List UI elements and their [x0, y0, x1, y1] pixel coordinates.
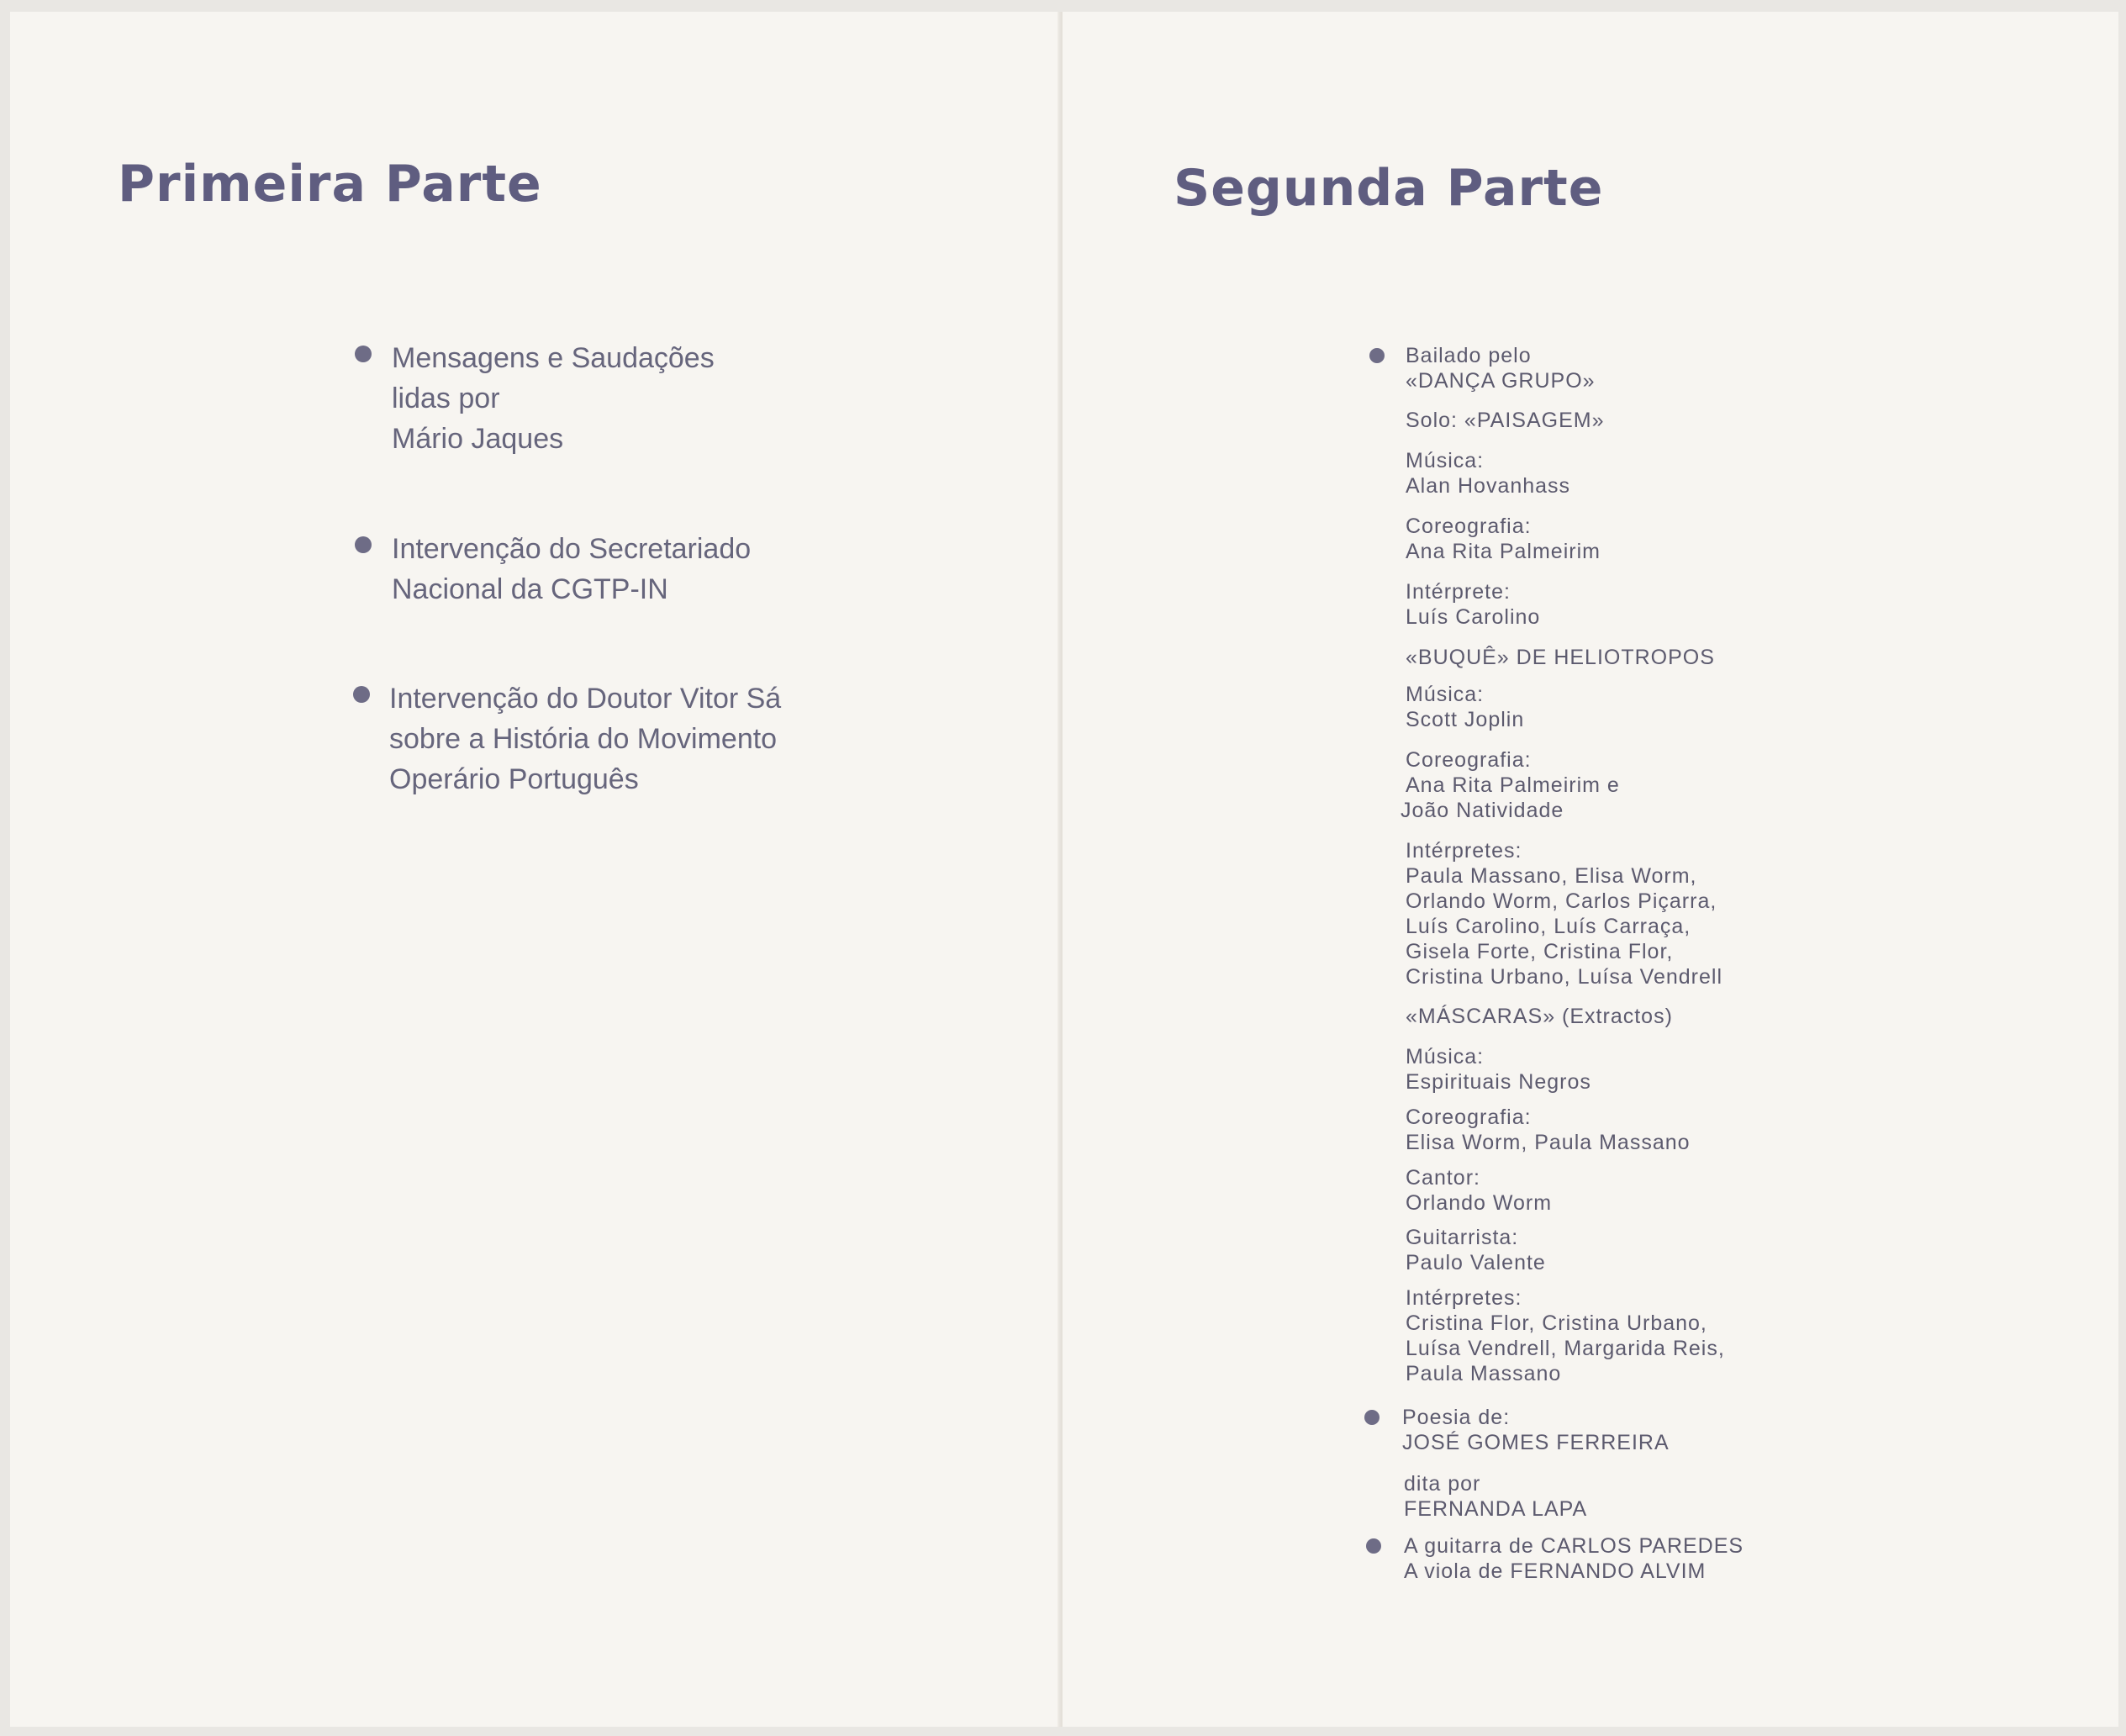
- block-line: Cantor:: [1406, 1166, 1480, 1190]
- bullet-icon: [1369, 348, 1385, 363]
- item-line: Operário Português: [389, 763, 639, 795]
- credit-block: [1406, 1105, 1691, 1155]
- bullet-icon: [355, 536, 372, 553]
- item-line: Intervenção do Secretariado: [392, 533, 752, 565]
- credit-block: [1406, 448, 1570, 499]
- block-line: Coreografia:: [1406, 514, 1532, 538]
- block-line: Guitarrista:: [1406, 1226, 1519, 1249]
- program-item-messages: [392, 338, 715, 459]
- block-line: Solo: «PAISAGEM»: [1406, 409, 1605, 432]
- right-page-title: Segunda Parte: [1174, 159, 1604, 218]
- item-line: Mensagens e Saudações: [392, 342, 715, 374]
- block-line: Orlando Worm, Carlos Piçarra,: [1406, 889, 1717, 913]
- block-line: Bailado pelo: [1406, 344, 1532, 367]
- block-line: Elisa Worm, Paula Massano: [1406, 1131, 1691, 1154]
- block-line: Espirituais Negros: [1406, 1070, 1591, 1094]
- program-item-vitor-sa: [389, 678, 781, 799]
- credit-block: [1406, 1225, 1546, 1275]
- block-line: Ana Rita Palmeirim: [1406, 540, 1601, 563]
- left-page-title: Primeira Parte: [118, 155, 542, 214]
- block-line: Luísa Vendrell, Margarida Reis,: [1406, 1337, 1725, 1360]
- credit-block: [1406, 682, 1524, 732]
- block-line: João Natividade: [1401, 799, 1564, 822]
- item-line: Nacional da CGTP-IN: [392, 573, 668, 605]
- block-line: Intérpretes:: [1406, 1286, 1522, 1310]
- piece-title: [1406, 1004, 1673, 1029]
- credit-block: [1406, 1165, 1552, 1216]
- poetry-block: [1402, 1405, 1670, 1455]
- bullet-icon: [1366, 1538, 1381, 1554]
- block-line: A viola de FERNANDO ALVIM: [1404, 1559, 1707, 1583]
- item-line: lidas por: [392, 383, 500, 414]
- block-line: Ana Rita Palmeirim e: [1406, 773, 1620, 797]
- credit-block: [1406, 514, 1601, 564]
- ballet-header: [1406, 343, 1596, 393]
- block-line: Orlando Worm: [1406, 1191, 1553, 1215]
- piece-title: [1406, 645, 1715, 670]
- block-line: Música:: [1406, 1045, 1485, 1069]
- block-line: Música:: [1406, 449, 1485, 472]
- block-line: A guitarra de CARLOS PAREDES: [1404, 1534, 1744, 1558]
- performers-block: [1406, 838, 1722, 989]
- block-line: Paula Massano: [1406, 1362, 1562, 1385]
- block-line: Luís Carolino: [1406, 605, 1541, 629]
- reader-block: [1404, 1471, 1587, 1522]
- block-line: Cristina Urbano, Luísa Vendrell: [1406, 965, 1723, 989]
- bullet-icon: [353, 686, 370, 703]
- item-line: Mário Jaques: [392, 423, 564, 455]
- block-line: Alan Hovanhass: [1406, 474, 1571, 498]
- block-line: Luís Carolino, Luís Carraça,: [1406, 915, 1691, 938]
- credit-block: [1401, 747, 1620, 823]
- block-line: Gisela Forte, Cristina Flor,: [1406, 940, 1674, 963]
- block-line: FERNANDA LAPA: [1404, 1497, 1588, 1521]
- item-line: sobre a História do Movimento: [389, 723, 778, 755]
- block-line: dita por: [1404, 1472, 1481, 1496]
- block-line: Paula Massano, Elisa Worm,: [1406, 864, 1697, 888]
- block-line: Intérpretes:: [1406, 839, 1522, 863]
- block-line: JOSÉ GOMES FERREIRA: [1402, 1431, 1670, 1454]
- block-line: Música:: [1406, 683, 1485, 706]
- music-block: [1404, 1533, 1744, 1584]
- block-line: Scott Joplin: [1406, 708, 1525, 731]
- bullet-icon: [355, 346, 372, 362]
- block-line: Intérprete:: [1406, 580, 1511, 604]
- item-line: Intervenção do Doutor Vitor Sá: [389, 683, 782, 715]
- credit-block: [1406, 1044, 1591, 1095]
- solo-title: [1406, 408, 1604, 433]
- bullet-icon: [1364, 1410, 1380, 1425]
- block-line: «DANÇA GRUPO»: [1406, 369, 1596, 393]
- program-item-secretariat: [392, 529, 751, 609]
- block-line: Coreografia:: [1406, 1105, 1532, 1129]
- left-page: [10, 12, 1062, 1727]
- block-line: «MÁSCARAS» (Extractos): [1406, 1005, 1673, 1028]
- block-line: Coreografia:: [1406, 748, 1532, 772]
- performers-block: [1406, 1285, 1725, 1386]
- block-line: «BUQUÊ» DE HELIOTROPOS: [1406, 646, 1715, 669]
- credit-block: [1406, 579, 1540, 630]
- block-line: Paulo Valente: [1406, 1251, 1546, 1274]
- block-line: Poesia de:: [1402, 1406, 1511, 1429]
- block-line: Cristina Flor, Cristina Urbano,: [1406, 1311, 1707, 1335]
